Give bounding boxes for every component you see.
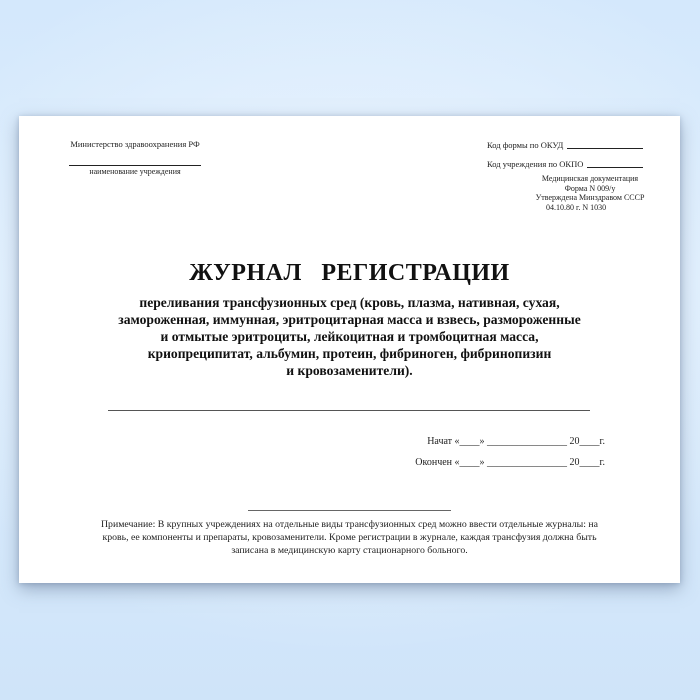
started-line: Начат «____» ________________ 20____г.: [427, 436, 605, 447]
form-number-label: Форма N 009/у: [564, 183, 616, 193]
note-block: [99, 518, 600, 557]
institution-blank-line: [69, 165, 201, 166]
doc-type-label: Медицинская документация: [541, 174, 639, 183]
note-line: записана в медицинскую карту стационарного больного.: [231, 545, 468, 556]
okud-row: [487, 139, 643, 150]
okpo-label: Код учреждения по ОКПО: [487, 159, 584, 169]
separator-line: [108, 410, 590, 411]
institution-caption: наименование учреждения: [89, 167, 181, 176]
finished-line: Окончен «____» ________________ 20____г.: [415, 457, 605, 468]
approved-by-label: Утверждена Минздравом СССР: [535, 193, 645, 202]
dates-block: [415, 431, 605, 473]
journal-title: ЖУРНАЛ РЕГИСТРАЦИИ: [189, 260, 510, 286]
journal-subtitle: [19, 294, 680, 379]
note-separator-line: [248, 510, 451, 511]
ministry-block: [65, 139, 205, 177]
subtitle-line: замороженная, иммунная, эритроцитарная масса и взвесь, размороженные: [118, 312, 581, 327]
subtitle-line: и кровозаменители).: [286, 363, 413, 378]
approval-date-label: 04.10.80 г. N 1030: [546, 202, 607, 212]
okud-label: Код формы по ОКУД: [487, 140, 564, 150]
subtitle-line: криопреципитат, альбумин, протеин, фибриноген, фибринопизин: [147, 346, 552, 361]
note-line: кровь, ее компоненты и препараты, кровозаменители. Кроме регистрации в журнале, каждая трансфузия должна быть: [102, 532, 597, 543]
ministry-name: Министерство здравоохранения РФ: [70, 139, 200, 149]
subtitle-line: переливания трансфузионных сред (кровь, плазма, нативная, сухая,: [139, 295, 560, 310]
document-page: [19, 116, 680, 583]
codes-block: [487, 139, 643, 169]
okud-blank-line: [567, 148, 643, 149]
subtitle-line: и отмытые эритроциты, лейкоцитная и тромбоцитная масса,: [160, 329, 539, 344]
doc-approval-block: [530, 174, 650, 212]
note-line: Примечание: В крупных учреждениях на отдельные виды трансфузионных сред можно ввести отдельные журналы: на: [100, 519, 599, 530]
okpo-row: [487, 158, 643, 169]
okpo-blank-line: [587, 167, 643, 168]
